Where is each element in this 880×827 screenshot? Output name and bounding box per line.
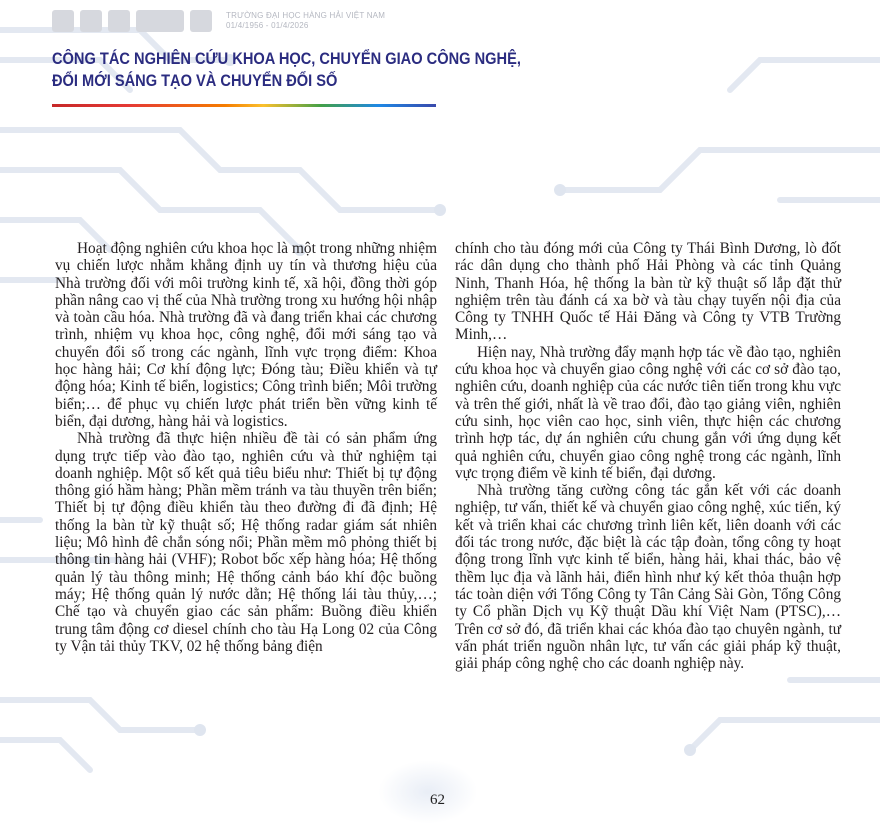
paragraph: Hoạt động nghiên cứu khoa học là một trong những nhiệm vụ chiến lược nhằm khẳng định uy tín và thương hiệu của Nhà trường đối với môi trường kinh tế, xã hội, đồng thời góp phần nâng cao vị thế của Nhà trường trong xu hướng hội nhập và toàn cầu hóa. Nhà trường đã và đang triển khai các chương trình, nhiệm vụ khoa học, công nghệ, đổi mới sáng tạo và chuyển đổi số trong các ngành, lĩnh vực trọng điểm: Khoa học hàng hải; Cơ khí động lực; Đóng tàu; Điều khiển và tự động hóa; Kinh tế biển, logistics; Công trình biển; Môi trường biển;… để phục vụ chiến lược phát triển bền vững kinh tế biển, đại dương, hàng hải và logistics. [55,240,437,430]
university-name: TRƯỜNG ĐẠI HỌC HÀNG HẢI VIỆT NAM [226,11,386,20]
paragraph: Nhà trường tăng cường công tác gắn kết với các doanh nghiệp, tư vấn, thiết kế và chuyển giao công nghệ, xúc tiến, ký kết và triển khai các chương trình liên kết, liên doanh với các đối tác trong nước, đặc biệt là các tập đoàn, tổng công ty hoạt động trong lĩnh vực kinh tế biển, hàng hải, khai thác, bảo vệ thềm lục địa và lãnh hải, điển hình như ký kết thỏa thuận hợp tác toàn diện với Tổng Công ty Tân Cảng Sài Gòn, Tổng Công ty Cổ phần Dịch vụ Kỹ thuật Dầu khí Việt Nam (PTSC),… Trên cơ sở đó, đã triển khai các khóa đào tạo chuyên ngành, tư vấn phát triển nguồn nhân lực, tư vấn các giải pháp kỹ thuật, giải pháp công nghệ cho các doanh nghiệp này. [455,482,841,673]
paragraph: Nhà trường đã thực hiện nhiều đề tài có sản phẩm ứng dụng trực tiếp vào đào tạo, nghiên cứu và thử nghiệm tại doanh nghiệp. Một số kết quả tiêu biểu như: Thiết bị tự động thông gió hầm hàng; Phần mềm tránh va tàu thuyền trên biển; Thiết bị tự động điều khiển tàu theo đường đi đã định; Hệ thống la bàn từ kỹ thuật số; Hệ thống radar giám sát nhiên liệu; Mô hình đê chắn sóng nổi; Phần mềm mô phỏng thiết bị thông tin hàng hải (VHF); Robot bốc xếp hàng hóa; Hệ thống quản lý tàu thông minh; Hệ thống cảnh báo khí độc buồng máy; Hệ thống quản lý nước dằn; Hệ thống lái tàu thủy,…; Chế tạo và chuyển giao các sản phẩm: Buồng điều khiển trung tâm động cơ diesel chính cho tàu Hạ Long 02 của Công ty Vận tải thủy TKV, 02 hệ thống bảng điện [55,430,437,655]
anniversary-logo-watermark [378,760,478,824]
page-title [52,48,521,92]
title-divider [52,104,436,107]
page-number: 62 [430,792,445,808]
sailors-icon [80,10,102,32]
title-line-1: CÔNG TÁC NGHIÊN CỨU KHOA HỌC, CHUYỂN GIAO CÔNG NGHỆ, [52,49,521,68]
anniversary-dates: 01/4/1956 - 01/4/2026 [226,21,309,30]
paragraph-continued: chính cho tàu đóng mới của Công ty Thái Bình Dương, lò đốt rác dân dụng cho thành phố Hải Phòng và các tỉnh Quảng Ninh, Thanh Hóa, hệ thống la bàn từ kỹ thuật số lắp đặt thử nghiệm trên tàu đánh cá xa bờ và tàu chạy tuyến nội địa của Công ty TNHH Quốc tế Hải Đăng và Công ty VTB Trường Minh,… [455,240,841,344]
crane-icon [108,10,130,32]
paragraph: Hiện nay, Nhà trường đẩy mạnh hợp tác về đào tạo, nghiên cứu khoa học và chuyển giao công nghệ với các cơ sở đào tạo, nghiên cứu, doanh nghiệp của các nước tiên tiến trong khu vực và trên thế giới, nhất là về trao đổi, đào tạo giảng viên, nghiên cứu sinh, học viên cao học, sinh viên, thực hiện các chương trình hợp tác, dự án nghiên cứu chung gắn với ứng dụng kết quả nghiên cứu, chuyển giao công nghệ trong các ngành, lĩnh vực trọng điểm về kinh tế biển, đại dương. [455,343,841,482]
anniversary-header [52,8,385,34]
university-label [226,11,385,31]
ship-icon [52,10,74,32]
right-column [455,240,841,672]
title-line-2: ĐỔI MỚI SÁNG TẠO VÀ CHUYỂN ĐỔI SỐ [52,71,338,90]
forklift-icon [190,10,212,32]
left-column [55,240,437,655]
container-ship-icon [136,10,184,32]
